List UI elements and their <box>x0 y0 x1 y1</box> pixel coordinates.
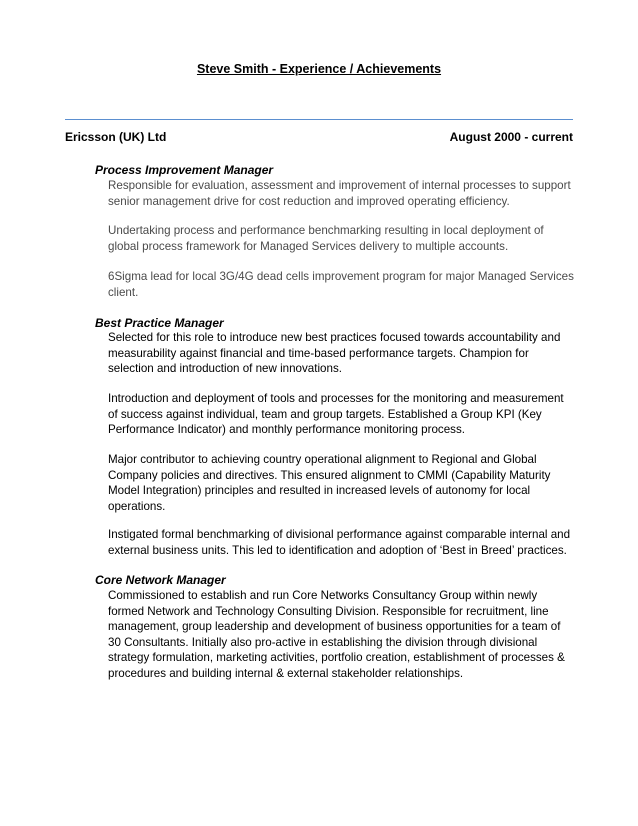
role-2-paragraph: Instigated formal benchmarking of divisional performance against comparable internal and external business units. This led to identification and adoption of ‘Best in Breed’ practices. <box>108 528 571 557</box>
role-3-paragraph: Commissioned to establish and run Core Networks Consultancy Group within newly formed Network and Technology Consulting Division. Responsible for recruitment, line management, group leadership and development of business opportunities for a team of 30 Consultants. Initially also pro-active in establishing the division through divisional strategy formulation, marketing activities, portfolio creation, establishment of processes & procedures and building internal & external stakeholder relationships. <box>108 589 565 680</box>
role-title-best-practice: Best Practice Manager <box>95 316 224 330</box>
employment-dates: August 2000 - current <box>449 130 573 144</box>
role-1-paragraph: Responsible for evaluation, assessment and improvement of internal processes to support senior management drive for cost reduction and improved operating efficiency. <box>108 179 571 208</box>
role-title-core-network: Core Network Manager <box>95 573 226 587</box>
company-name: Ericsson (UK) Ltd <box>65 130 167 144</box>
header-divider <box>65 119 573 120</box>
page-title: Steve Smith - Experience / Achievements <box>196 62 442 76</box>
role-title-process-improvement: Process Improvement Manager <box>95 163 274 177</box>
role-2-paragraph: Selected for this role to introduce new best practices focused towards accountability and measurability against financial and time-based performance targets. Champion for selection and introduction of new innovations. <box>108 331 561 376</box>
company-header <box>65 130 573 146</box>
role-1-paragraph: 6Sigma lead for local 3G/4G dead cells improvement program for major Managed Services client. <box>108 270 574 299</box>
role-1-paragraph: Undertaking process and performance benchmarking resulting in local deployment of global process framework for Managed Services delivery to multiple accounts. <box>108 224 544 253</box>
role-2-paragraph: Major contributor to achieving country operational alignment to Regional and Global Company policies and directives. This ensured alignment to CMMI (Capability Maturity Model Integration) principles and resulted in increased levels of autonomy for local operations. <box>108 453 551 513</box>
role-2-paragraph: Introduction and deployment of tools and processes for the monitoring and measurement of success against individual, team and group targets. Established a Group KPI (Key Performance Indicator) and monthly performance monitoring process. <box>108 392 564 437</box>
